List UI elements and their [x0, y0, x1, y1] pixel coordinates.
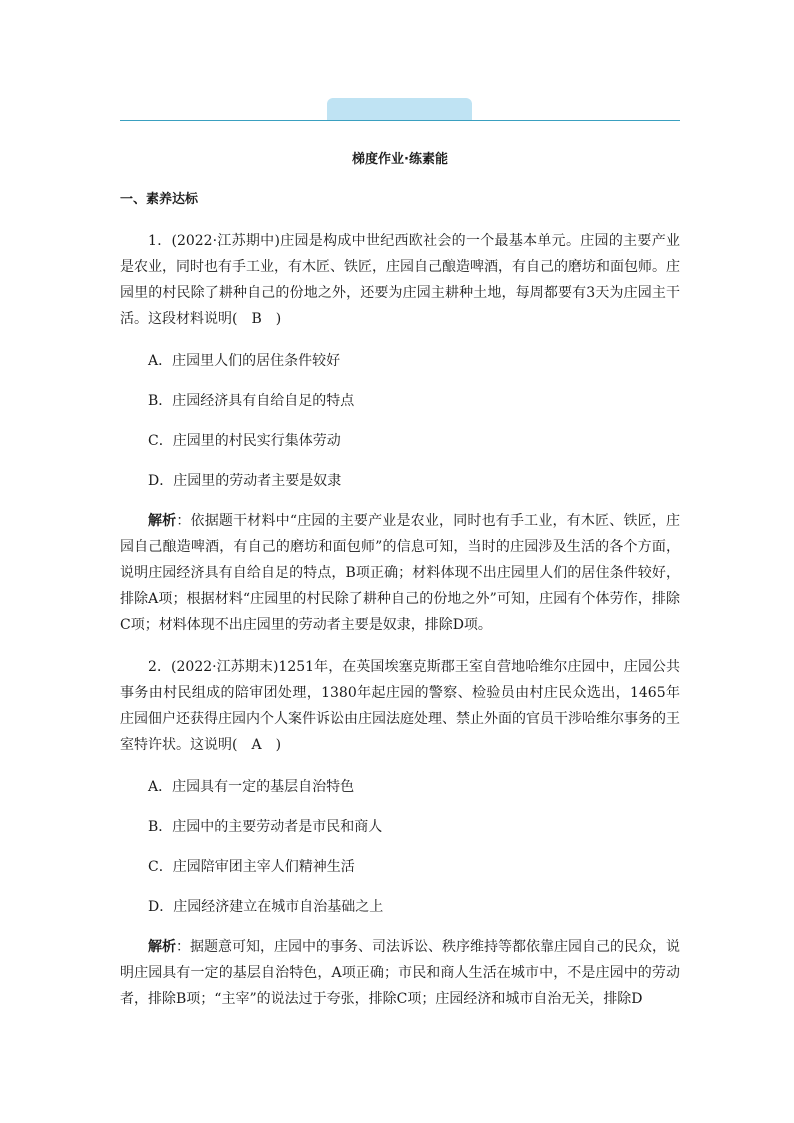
- header-rule: [120, 120, 680, 121]
- header-tab-decoration: [327, 98, 472, 120]
- option-b: B．庄园经济具有自给自足的特点: [148, 393, 355, 409]
- question-stem: 2．(2022·江苏期末)1251年，在英国埃塞克斯郡王室自营地哈维尔庄园中，庄园公共事务由村民组成的陪审团处理，1380年起庄园的警察、检验员由村庄民众选出，1465年庄园佃户还获得庄园内个人案件诉讼由庄园法庭处理、禁止外面的官员干涉哈维尔事务的王室特许状。这说明( A ): [120, 659, 680, 753]
- section-heading: 一、素养达标: [120, 192, 199, 207]
- option-d: D．庄园经济建立在城市自治基础之上: [148, 899, 384, 915]
- question-stem: 1．(2022·江苏期中)庄园是构成中世纪西欧社会的一个最基本单元。庄园的主要产业是农业，同时也有手工业，有木匠、铁匠，庄园自己酿造啤酒，有自己的磨坊和面包师。庄园里的村民除了耕种自己的份地之外，还要为庄园主耕种土地，每周都要有3天为庄园主干活。这段材料说明( B ): [120, 233, 680, 327]
- option-c: C．庄园里的村民实行集体劳动: [148, 433, 341, 449]
- option-b: B．庄园中的主要劳动者是市民和商人: [148, 819, 383, 835]
- question-2: [120, 654, 680, 1012]
- analysis-text: ：据题意可知，庄园中的事务、司法诉讼、秩序维持等都依靠庄园自己的民众，说明庄园具有一定的基层自治特色，A项正确；市民和商人生活在城市中，不是庄园中的劳动者，排除B项；“主宰”的说法过于夸张，排除C项；庄园经济和城市自治无关，排除D: [120, 939, 680, 1007]
- analysis-label: 解析: [148, 939, 176, 955]
- analysis-paragraph: [120, 508, 680, 638]
- option-a: A．庄园具有一定的基层自治特色: [148, 779, 355, 795]
- option-c: C．庄园陪审团主宰人们精神生活: [148, 859, 355, 875]
- document-body: [120, 150, 680, 1028]
- question-1: [120, 228, 680, 638]
- page-title: 梯度作业·练素能: [352, 152, 448, 167]
- analysis-label: 解析: [148, 513, 177, 529]
- option-d: D．庄园里的劳动者主要是奴隶: [148, 473, 342, 489]
- option-a: A．庄园里人们的居住条件较好: [148, 353, 341, 369]
- analysis-paragraph: [120, 934, 680, 1012]
- analysis-text: ：依据题干材料中“庄园的主要产业是农业，同时也有手工业，有木匠、铁匠，庄园自己酿造啤酒，有自己的磨坊和面包师”的信息可知，当时的庄园涉及生活的各个方面，说明庄园经济具有自给自足的特点，B项正确；材料体现不出庄园里人们的居住条件较好，排除A项；根据材料“庄园里的村民除了耕种自己的份地之外”可知，庄园有个体劳作，排除C项；材料体现不出庄园里的劳动者主要是奴隶，排除D项。: [120, 513, 681, 633]
